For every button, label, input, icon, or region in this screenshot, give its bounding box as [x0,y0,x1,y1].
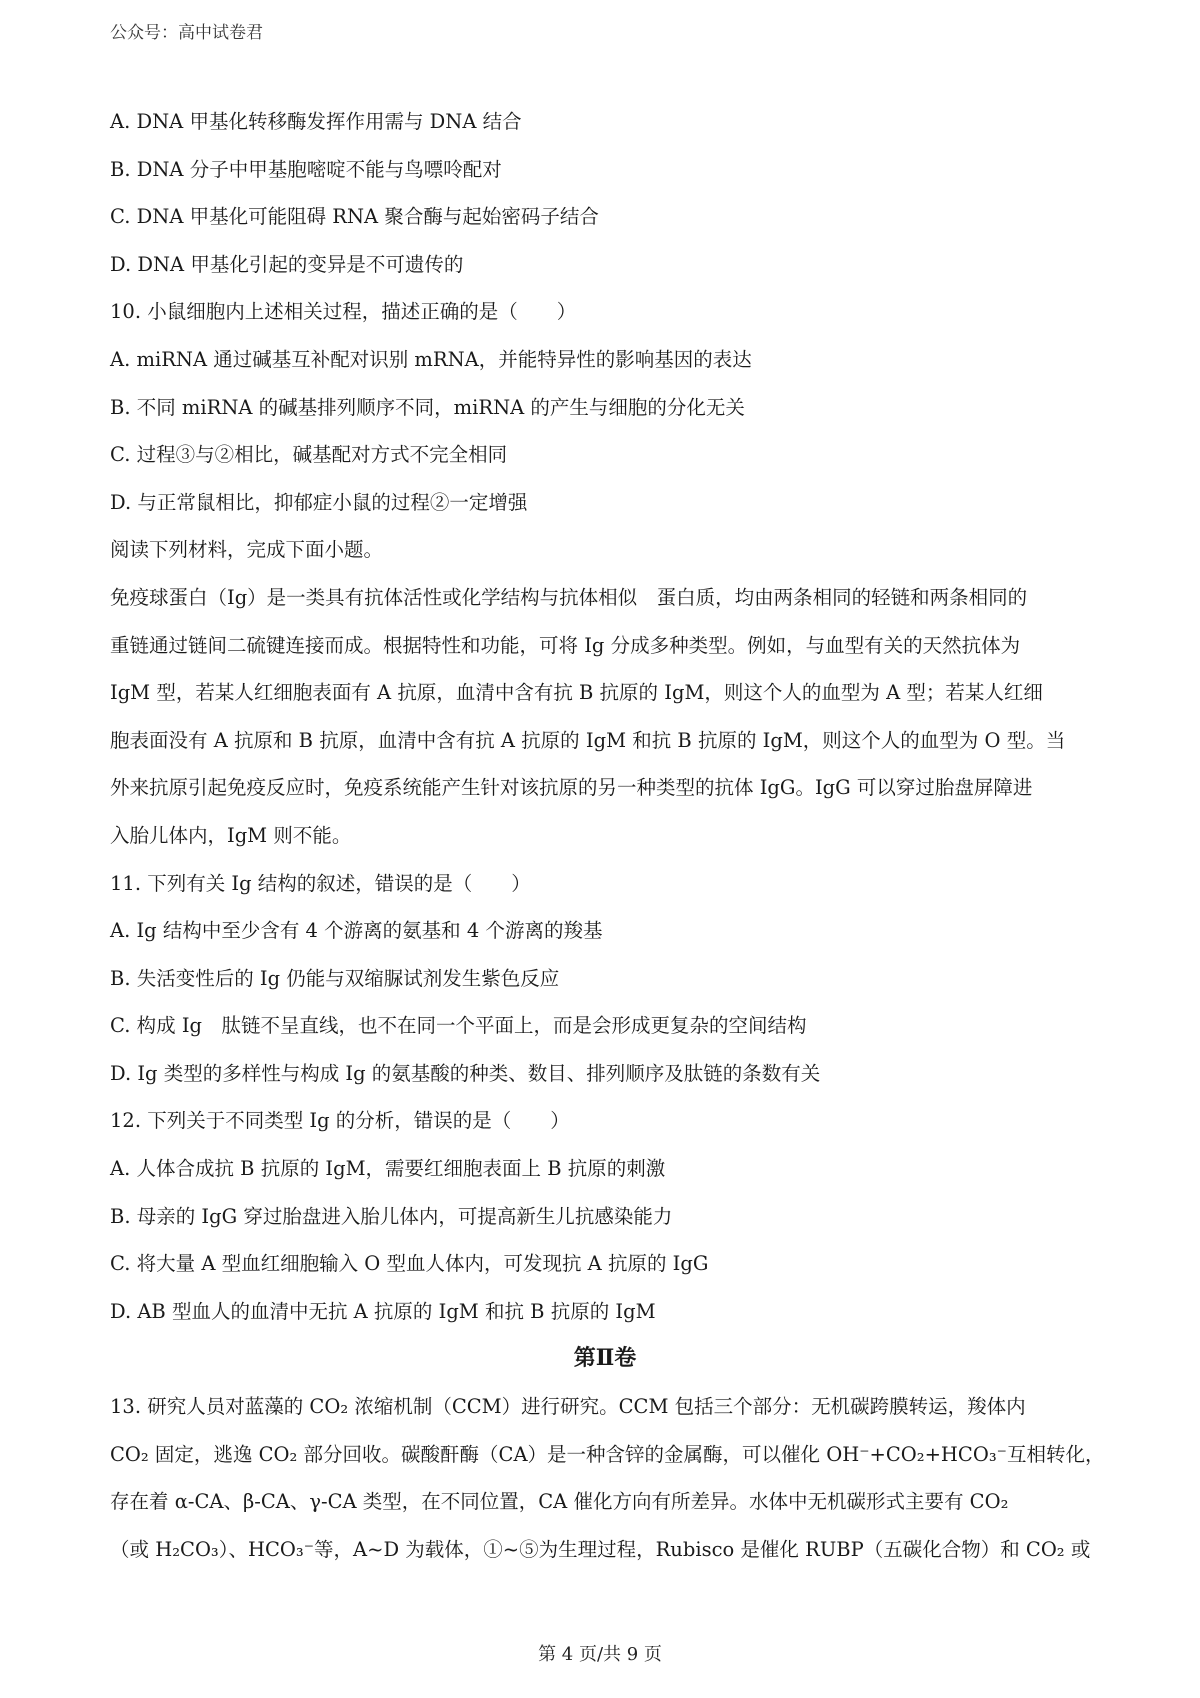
q10-stem: 10. 小鼠细胞内上述相关过程，描述正确的是（ ） [110,300,577,324]
q9-option-a: A. DNA 甲基化转移酶发挥作用需与 DNA 结合 [110,110,522,133]
q12-option-d: D. AB 型血人的血清中无抗 A 抗原的 IgM 和抗 B 抗原的 IgM [110,1299,656,1323]
q10-option-a: A. miRNA 通过碱基互补配对识别 mRNA，并能特异性的影响基因的表达 [110,347,752,371]
q10-option-c: C. 过程③与②相比，碱基配对方式不完全相同 [110,443,508,467]
page-content [110,98,1105,1573]
page-number-footer: 第 4 页/共 9 页 [538,1644,662,1665]
material-line-1: 免疫球蛋白（Ig）是一类具有抗体活性或化学结构与抗体相似 蛋白质，均由两条相同的轻链和两条相同的 [110,585,1028,609]
q11-stem: 11. 下列有关 Ig 结构的叙述，错误的是（ ） [110,871,531,895]
q12-stem: 12. 下列关于不同类型 Ig 的分析，错误的是（ ） [110,1109,570,1133]
q11-option-d: D. Ig 类型的多样性与构成 Ig 的氨基酸的种类、数目、排列顺序及肽链的条数有关 [110,1061,821,1085]
material-line-6: 入胎儿体内，IgM 则不能。 [110,823,352,847]
q13-line-4: （或 H₂CO₃）、HCO₃⁻等，A~D 为载体，①~⑤为生理过程，Rubisco 是催化 RUBP（五碳化合物）和 CO₂ 或 [110,1537,1091,1561]
q11-option-c: C. 构成 Ig 肽链不呈直线，也不在同一个平面上，而是会形成更复杂的空间结构 [110,1014,807,1038]
q9-option-c: C. DNA 甲基化可能阻碍 RNA 聚合酶与起始密码子结合 [110,205,599,229]
material-line-2: 重链通过链间二硫键连接而成。根据特性和功能，可将 Ig 分成多种类型。例如，与血型有关的天然抗体为 [110,633,1021,657]
q13-line-3: 存在着 α-CA、β-CA、γ-CA 类型，在不同位置，CA 催化方向有所差异。水体中无机碳形式主要有 CO₂ [110,1490,1009,1514]
q9-option-d: D. DNA 甲基化引起的变异是不可遗传的 [110,252,464,276]
q10-option-b: B. 不同 miRNA 的碱基排列顺序不同，miRNA 的产生与细胞的分化无关 [110,395,745,419]
q13-line-1: 13. 研究人员对蓝藻的 CO₂ 浓缩机制（CCM）进行研究。CCM 包括三个部分：无机碳跨膜转运，羧体内 [110,1395,1026,1419]
material-line-4: 胞表面没有 A 抗原和 B 抗原，血清中含有抗 A 抗原的 IgM 和抗 B 抗原的 IgM，则这个人的血型为 O 型。当 [110,728,1066,752]
material-line-3: IgM 型，若某人红细胞表面有 A 抗原，血清中含有抗 B 抗原的 IgM，则这个人的血型为 A 型；若某人红细 [110,681,1043,705]
q13-line-2: CO₂ 固定，逃逸 CO₂ 部分回收。碳酸酐酶（CA）是一种含锌的金属酶，可以催化 OH⁻+CO₂+HCO₃⁻互相转化， [110,1442,1105,1466]
q12-option-b: B. 母亲的 IgG 穿过胎盘进入胎儿体内，可提高新生儿抗感染能力 [110,1204,673,1228]
q12-option-c: C. 将大量 A 型血红细胞输入 O 型血人体内，可发现抗 A 抗原的 IgG [110,1252,709,1276]
section-title: 第Ⅱ卷 [573,1345,637,1372]
q9-option-b: B. DNA 分子中甲基胞嘧啶不能与鸟嘌呤配对 [110,157,502,181]
q11-option-b: B. 失活变性后的 Ig 仍能与双缩脲试剂发生紫色反应 [110,966,560,990]
q10-option-d: D. 与正常鼠相比，抑郁症小鼠的过程②一定增强 [110,490,528,514]
q12-option-a: A. 人体合成抗 B 抗原的 IgM，需要红细胞表面上 B 抗原的刺激 [110,1157,666,1181]
watermark-header: 公众号：高中试卷君 [110,23,263,43]
material-line-5: 外来抗原引起免疫反应时，免疫系统能产生针对该抗原的另一种类型的抗体 IgG。IgG 可以穿过胎盘屏障进 [110,776,1033,800]
q11-option-a: A. Ig 结构中至少含有 4 个游离的氨基和 4 个游离的羧基 [110,919,603,943]
reading-intro: 阅读下列材料，完成下面小题。 [110,538,384,562]
